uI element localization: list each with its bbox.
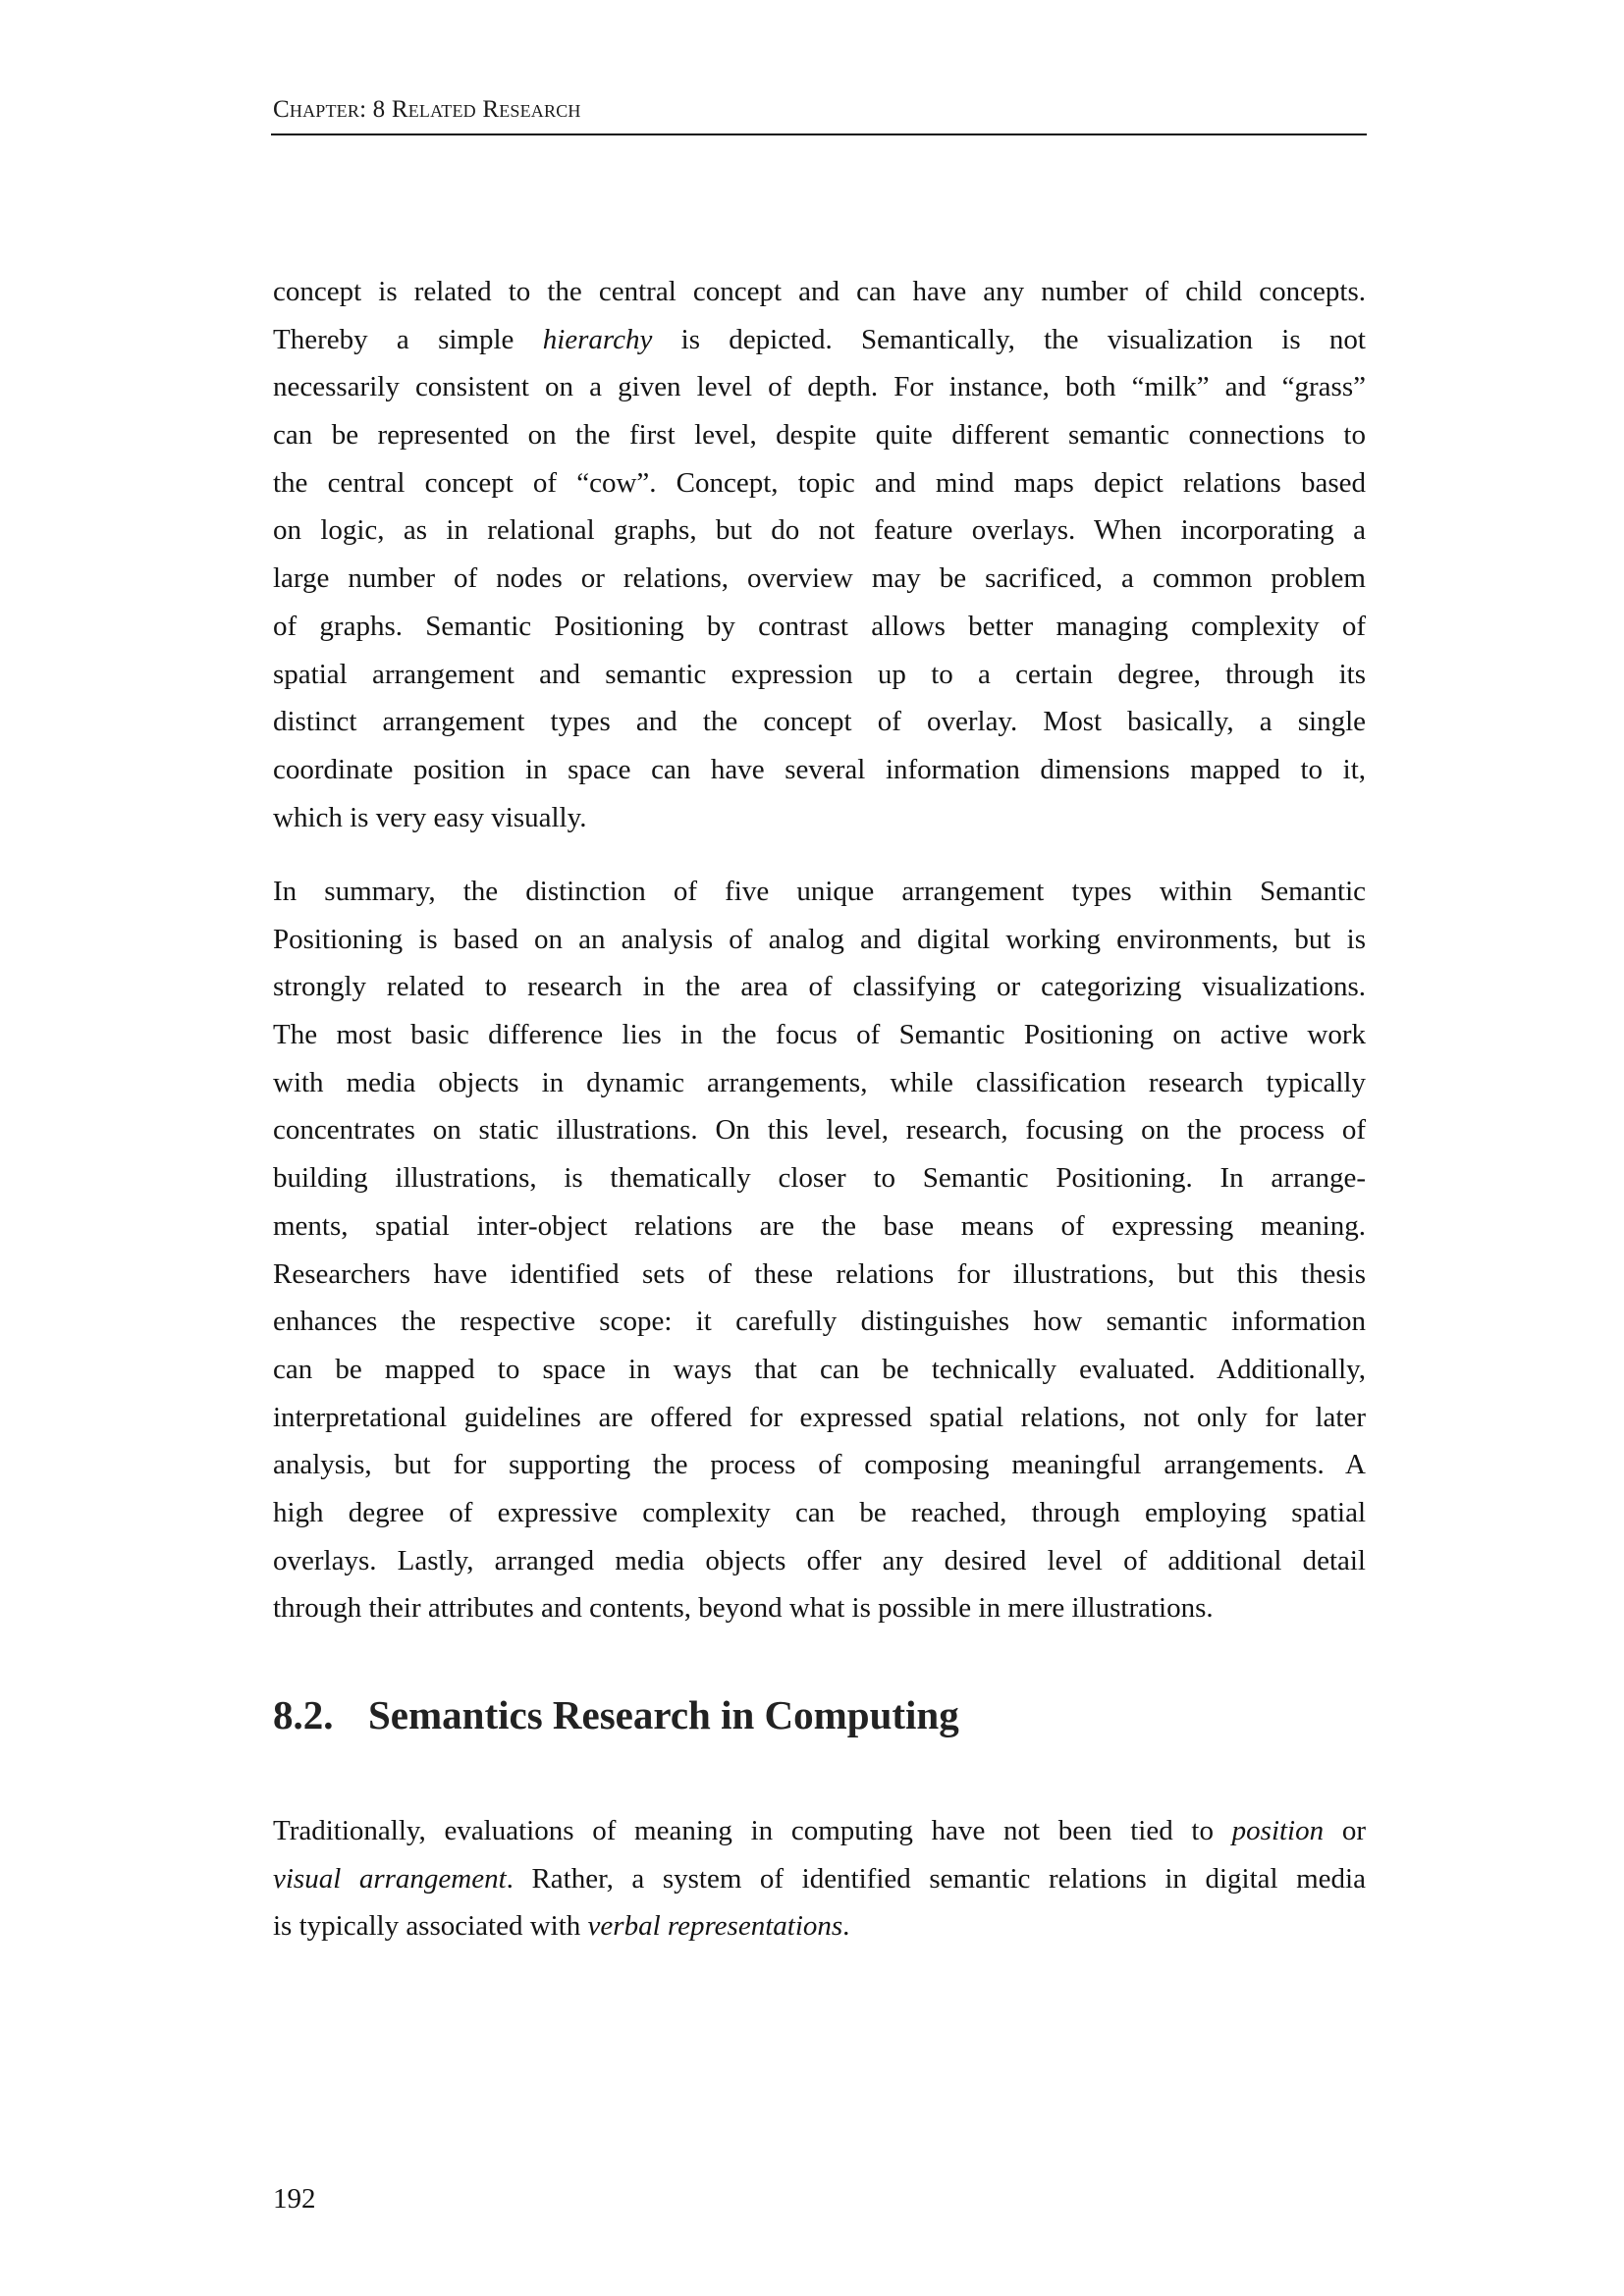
text-line: large number of nodes or relations, overview may be sacrificed, a common problem — [273, 562, 1366, 595]
text-line: coordinate position in space can have several information dimensions mapped to it, — [273, 753, 1366, 785]
emphasis: visual arrangement — [273, 1862, 507, 1895]
body-paragraph — [273, 868, 1366, 1632]
section-paragraph — [273, 1807, 1366, 1950]
text-line: is typically associated with verbal representations. — [273, 1910, 850, 1943]
text-line: can be represented on the first level, despite quite different semantic connections to — [273, 419, 1366, 452]
page-number: 192 — [273, 2183, 316, 2215]
text-line: high degree of expressive complexity can be reached, through employing spatial — [273, 1496, 1366, 1528]
text-line: concentrates on static illustrations. On this level, research, focusing on the process of — [273, 1114, 1366, 1147]
text-line: spatial arrangement and semantic expression up to a certain degree, through its — [273, 658, 1366, 690]
text-line: Thereby a simple hierarchy is depicted. Semantically, the visualization is not — [273, 323, 1366, 355]
text-line: with media objects in dynamic arrangements, while classification research typically — [273, 1066, 1366, 1098]
text-line: interpretational guidelines are offered for expressed spatial relations, not only for later — [273, 1401, 1366, 1433]
text-line: In summary, the distinction of five unique arrangement types within Semantic — [273, 876, 1366, 907]
text-line: distinct arrangement types and the concept of overlay. Most basically, a single — [273, 706, 1366, 738]
text-line: strongly related to research in the area of classifying or categorizing visualizations. — [273, 971, 1366, 1003]
text-line: necessarily consistent on a given level of depth. For instance, both “milk” and “grass” — [273, 371, 1366, 403]
text-line: Traditionally, evaluations of meaning in computing have not been tied to position or — [273, 1815, 1366, 1846]
text-line: overlays. Lastly, arranged media objects offer any desired level of additional detail — [273, 1544, 1366, 1576]
section-title: Semantics Research in Computing — [368, 1692, 959, 1737]
emphasis: position — [1231, 1815, 1325, 1846]
emphasis: verbal representations — [587, 1910, 843, 1943]
text-line: visual arrangement. Rather, a system of identified semantic relations in digital media — [273, 1862, 1366, 1895]
text-line: the central concept of “cow”. Concept, topic and mind maps depict relations based — [273, 466, 1366, 499]
section-heading — [273, 1692, 959, 1737]
text-line: Positioning is based on an analysis of analog and digital working environments, but is — [273, 923, 1366, 955]
text-line: through their attributes and contents, beyond what is possible in mere illustrations. — [273, 1592, 1214, 1625]
text-line: of graphs. Semantic Positioning by contrast allows better managing complexity of — [273, 610, 1366, 642]
text-line: building illustrations, is thematically closer to Semantic Positioning. In arrange- — [273, 1162, 1366, 1195]
text-line: which is very easy visually. — [273, 801, 587, 833]
header-rule — [271, 133, 1367, 135]
text-line: on logic, as in relational graphs, but do not feature overlays. When incorporating a — [273, 514, 1366, 547]
section-number: 8.2. — [273, 1692, 334, 1737]
emphasis: hierarchy — [542, 323, 653, 355]
text-line: analysis, but for supporting the process of composing meaningful arrangements. A — [273, 1449, 1366, 1481]
text-line: Researchers have identified sets of these relations for illustrations, but this thesis — [273, 1257, 1366, 1290]
text-line: enhances the respective scope: it carefully distinguishes how semantic information — [273, 1306, 1366, 1338]
text-line: The most basic difference lies in the focus of Semantic Positioning on active work — [273, 1019, 1366, 1051]
body-paragraph — [273, 268, 1366, 841]
running-head: Chapter: 8 Related Research — [273, 96, 581, 123]
text-line: ments, spatial inter-object relations are the base means of expressing meaning. — [273, 1209, 1366, 1242]
text-line: can be mapped to space in ways that can be technically evaluated. Additionally, — [273, 1353, 1366, 1385]
text-line: concept is related to the central concept and can have any number of child concepts. — [273, 276, 1366, 307]
